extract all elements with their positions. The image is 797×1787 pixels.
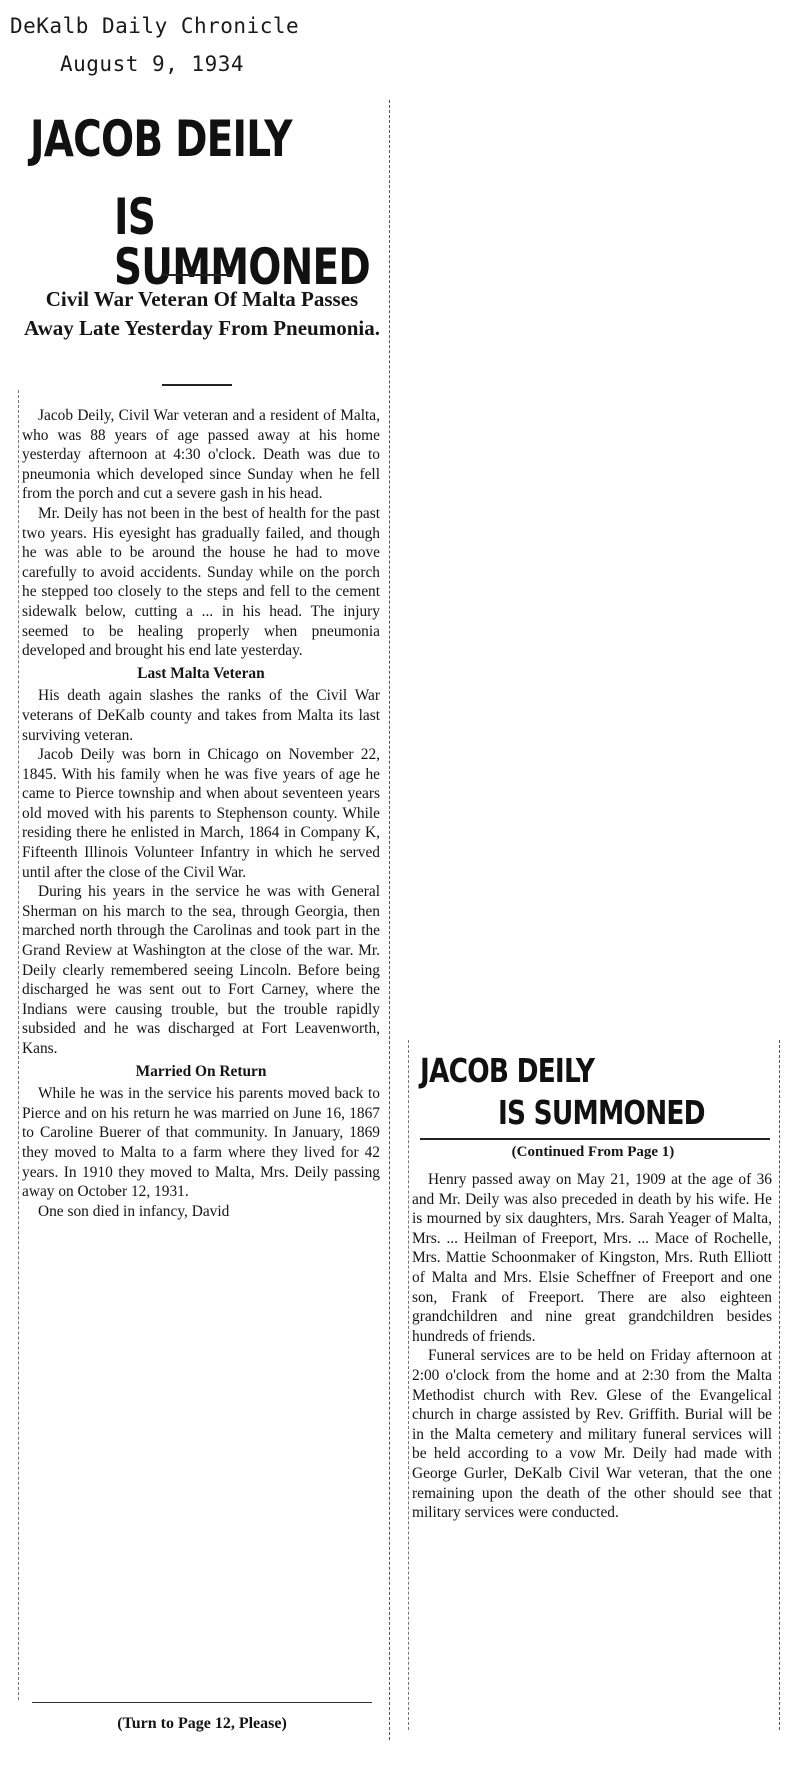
column-rule-right — [389, 100, 390, 1740]
paragraph: Henry passed away on May 21, 1909 at the age of 36 and Mr. Deily was also preceded in death by his wife. He is mourned by six daughters, Mrs. Sarah Yeager of Malta, Mrs. ... Heilman of Freeport, Mrs. ... Mace of Rochelle, Mrs. Mattie Schoonmaker of Kingston, Mrs. Ruth Elliott of Malta and Mrs. Elsie Scheffner of Freeport and one son, Frank of Freeport. There are also eighteen grandchildren and nine great grandchildren besides hundreds of friends. — [412, 1171, 772, 1345]
continued-note: (Continued From Page 1) — [511, 1144, 675, 1160]
paragraph: While he was in the service his parents moved back to Pierce and on his return he was married on June 16, 1867 to Caroline Buerer of that community. In January, 1869 they moved to Malta to a farm where they lived for 42 years. In 1910 they moved to Malta, Mrs. Deily passing away on October 12, 1931. — [22, 1085, 380, 1201]
subhead: Married On Return — [135, 1062, 267, 1080]
paragraph: Funeral services are to be held on Friday afternoon at 2:00 o'clock from the home and at 2:30 from the Malta Methodist church with Rev. Glese of the Evangelical church in charge assisted by Rev. Griffith. Burial will be in the Malta cemetery and military funeral services will be held according to a vow Mr. Deily had made with George Gurler, DeKalb Civil War veteran, that the one remaining upon the death of the other should see that military services were conducted. — [412, 1347, 772, 1522]
continuation-column — [412, 1040, 774, 1730]
deck-divider — [162, 384, 232, 386]
publication-date: August 9, 1934 — [60, 52, 245, 76]
continuation-headline-line-2: IS SUMMONED — [498, 1093, 705, 1132]
turn-page-note: (Turn to Page 12, Please) — [117, 1715, 287, 1732]
headline-line-2: IS SUMMONED — [114, 188, 370, 296]
publication-name: DeKalb Daily Chronicle — [10, 14, 300, 38]
column-rule-left — [408, 1040, 409, 1730]
column-rule-left — [18, 390, 19, 1700]
article-body — [22, 406, 380, 1221]
paragraph: Mr. Deily has not been in the best of health for the past two years. His eyesight has gradually failed, and though he was able to be around the house he had to move carefully to avoid accidents. Sunday while on the porch he stepped too closely to the steps and fell to the cement sidewalk below, cutting a ... in his head. The injury seemed to be healing properly when pneumonia developed and brought his end late yesterday. — [22, 504, 380, 660]
article-column — [22, 100, 382, 1740]
paragraph: One son died in infancy, David — [38, 1202, 230, 1220]
turn-divider — [32, 1702, 372, 1703]
paragraph: Jacob Deily, Civil War veteran and a resident of Malta, who was 88 years of age passed away at his home yesterday afternoon at 4:30 o'clock. Death was due to pneumonia which developed since Sunday when he fell from the porch and cut a severe gash in his head. — [22, 407, 380, 503]
paragraph: During his years in the service he was with General Sherman on his march to the sea, through Georgia, then marched north through the Carolinas and took part in the Grand Review at Washington at the close of the war. Mr. Deily clearly remembered seeing Lincoln. Before being discharged he was sent out to Fort Carney, where the Indians were causing trouble, but the trouble rapidly subsided and he was discharged at Fort Leavenworth, Kans. — [22, 883, 380, 1057]
subhead: Last Malta Veteran — [137, 664, 265, 682]
headline-line-1: JACOB DEILY — [30, 110, 292, 168]
paragraph: His death again slashes the ranks of the Civil War veterans of DeKalb county and takes from Malta its last surviving veteran. — [22, 687, 380, 744]
paragraph: Jacob Deily was born in Chicago on November 22, 1845. With his family when he was five years of age he came to Pierce township and when about seventeen years old moved with his parents to Stephenson county. While residing there he enlisted in March, 1864 in Company K, Fifteenth Illinois Volunteer Infantry in which he served until after the close of the Civil War. — [22, 746, 380, 881]
subheadline: Civil War Veteran Of Malta Passes Away Late Yesterday From Pneumonia. — [24, 287, 380, 340]
continuation-divider — [420, 1138, 770, 1140]
column-rule-right — [779, 1040, 780, 1730]
continuation-body — [412, 1170, 772, 1523]
headline-divider — [162, 274, 232, 276]
continuation-headline-line-1: JACOB DEILY — [420, 1051, 595, 1090]
